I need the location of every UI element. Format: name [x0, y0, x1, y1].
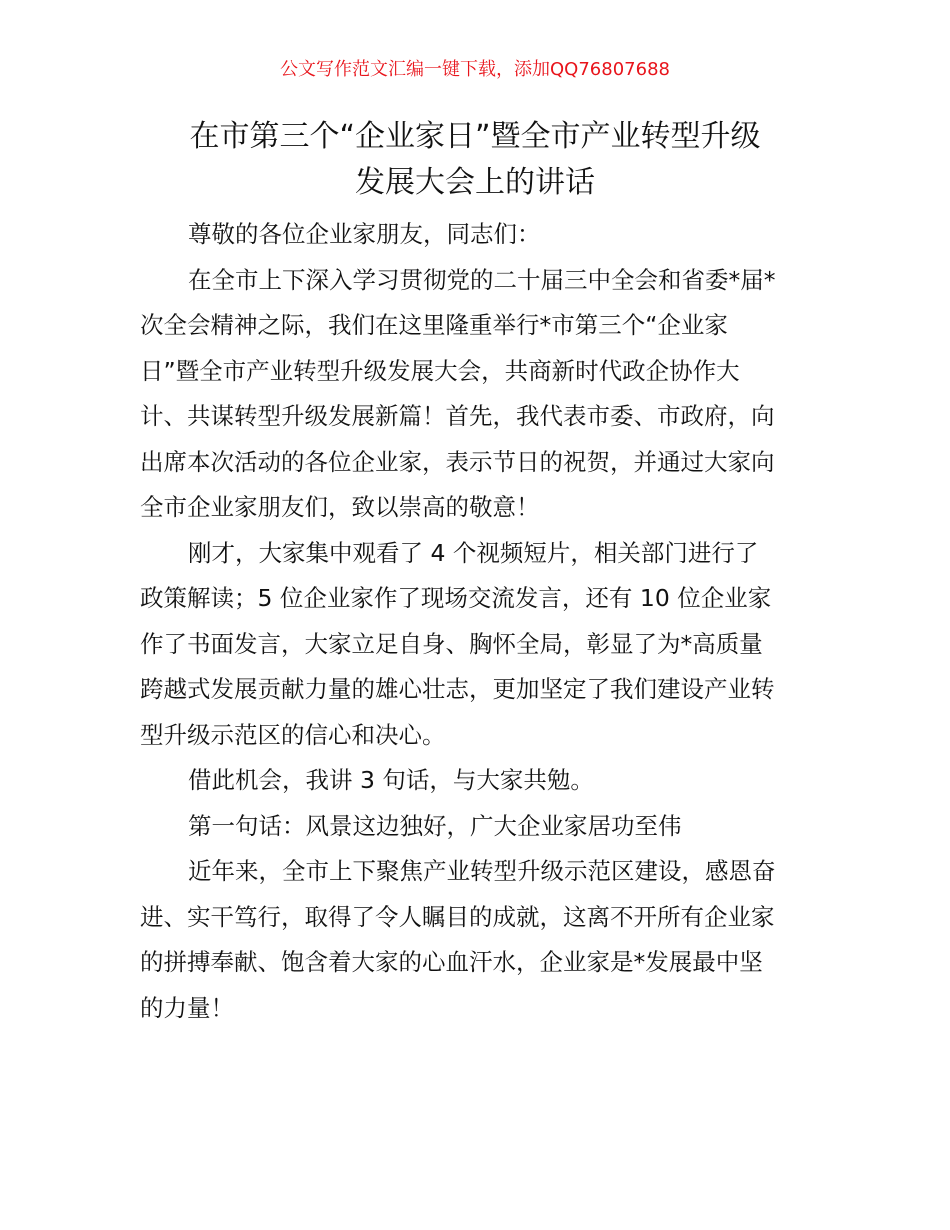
title-line: 在市第三个“企业家日”暨全市产业转型升级	[189, 119, 761, 154]
document-body	[140, 212, 816, 1031]
achievement-paragraph	[140, 849, 816, 1031]
document-title	[90, 114, 860, 206]
text-line: 第一句话：风景这边独好，广大企业家居功至伟	[188, 811, 682, 840]
opening-paragraph	[140, 258, 816, 531]
text-line: 全市企业家朋友们，致以崇高的敬意！	[140, 493, 540, 521]
text-line: 日”暨全市产业转型升级发展大会，共商新时代政企协作大	[140, 356, 740, 385]
text-line: 近年来，全市上下聚焦产业转型升级示范区建设，感恩奋	[188, 857, 776, 885]
section-heading	[140, 804, 816, 850]
review-paragraph	[140, 531, 816, 759]
text-line: 型升级示范区的信心和决心。	[140, 720, 446, 749]
text-line: 借此机会，我讲 3 句话，与大家共勉。	[188, 766, 594, 794]
title-line: 发展大会上的讲话	[355, 165, 595, 200]
text-line: 计、共谋转型升级发展新篇！首先，我代表市委、市政府，向	[140, 402, 775, 430]
text-line: 的拼搏奉献、饱含着大家的心血汗水，企业家是*发展最中坚	[140, 948, 763, 976]
text-line: 刚才，大家集中观看了 4 个视频短片，相关部门进行了	[188, 538, 759, 567]
text-line: 跨越式发展贡献力量的雄心壮志，更加坚定了我们建设产业转	[140, 675, 775, 703]
text-line: 的力量！	[140, 993, 234, 1022]
text-line: 进、实干笃行，取得了令人瞩目的成就，这离不开所有企业家	[140, 902, 775, 931]
salutation-paragraph	[140, 212, 816, 258]
download-banner: 公文写作范文汇编一键下载，添加QQ76807688	[280, 59, 670, 80]
text-line: 尊敬的各位企业家朋友，同志们：	[188, 220, 541, 248]
text-line: 在全市上下深入学习贯彻党的二十届三中全会和省委*届*	[188, 265, 776, 294]
text-line: 次全会精神之际，我们在这里隆重举行*市第三个“企业家	[140, 311, 728, 339]
text-line: 政策解读；5 位企业家作了现场交流发言，还有 10 位企业家	[140, 584, 772, 612]
text-line: 作了书面发言，大家立足自身、胸怀全局，彰显了为*高质量	[140, 629, 763, 658]
intro-paragraph	[140, 758, 816, 804]
text-line: 出席本次活动的各位企业家，表示节日的祝贺，并通过大家向	[140, 447, 775, 476]
